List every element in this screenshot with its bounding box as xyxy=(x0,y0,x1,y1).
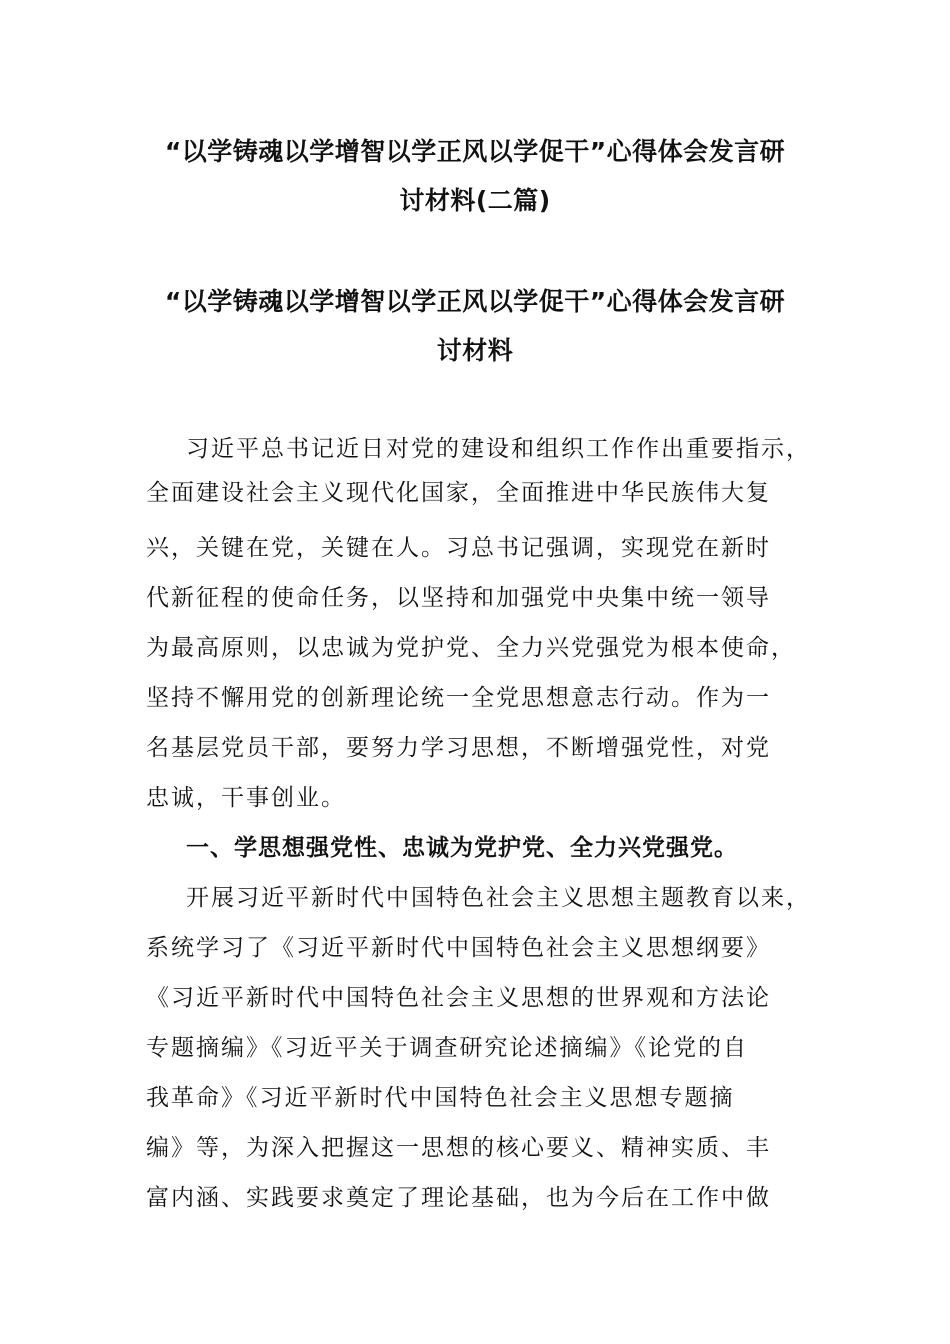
paragraph-line: 代新征程的使命任务，以坚持和加强党中央集中统一领导 xyxy=(146,585,771,611)
paragraph-line: 系统学习了《习近平新时代中国特色社会主义思想纲要》 xyxy=(146,935,771,961)
sub-title-line-2: 讨材料 xyxy=(436,336,514,365)
paragraph-line: 坚持不懈用党的创新理论统一全党思想意志行动。作为一 xyxy=(146,685,771,711)
main-title-line-1: “以学铸魂以学增智以学正风以学促干”心得体会发言研 xyxy=(164,137,786,166)
paragraph-line: 编》等，为深入把握这一思想的核心要义、精神实质、丰 xyxy=(146,1135,771,1161)
paragraph-line: 兴，关键在党，关键在人。习总书记强调，实现党在新时 xyxy=(146,535,771,561)
paragraph-line: 我革命》《习近平新时代中国特色社会主义思想专题摘 xyxy=(146,1085,735,1111)
paragraph-line: 习近平总书记近日对党的建设和组织工作作出重要指示， xyxy=(186,436,811,462)
paragraph-line: 专题摘编》《习近平关于调查研究论述摘编》《论党的自 xyxy=(146,1035,748,1061)
paragraph-line: 为最高原则，以忠诚为党护党、全力兴党强党为根本使命， xyxy=(146,635,796,661)
sub-title-line-1: “以学铸魂以学增智以学正风以学促干”心得体会发言研 xyxy=(164,287,786,316)
paragraph-line: 全面建设社会主义现代化国家，全面推进中华民族伟大复 xyxy=(146,480,771,506)
section-heading-1: 一、学思想强党性、忠诚为党护党、全力兴党强党。 xyxy=(186,835,738,861)
paragraph-line: 《习近平新时代中国特色社会主义思想的世界观和方法论 xyxy=(146,985,771,1011)
paragraph-line: 开展习近平新时代中国特色社会主义思想主题教育以来， xyxy=(186,885,811,911)
paragraph-line: 名基层党员干部，要努力学习思想，不断增强党性，对党 xyxy=(146,735,771,761)
main-title-line-2: 讨材料(二篇) xyxy=(399,186,551,215)
paragraph-line: 忠诚，干事创业。 xyxy=(146,785,346,811)
paragraph-line: 富内涵、实践要求奠定了理论基础，也为今后在工作中做 xyxy=(146,1185,771,1211)
